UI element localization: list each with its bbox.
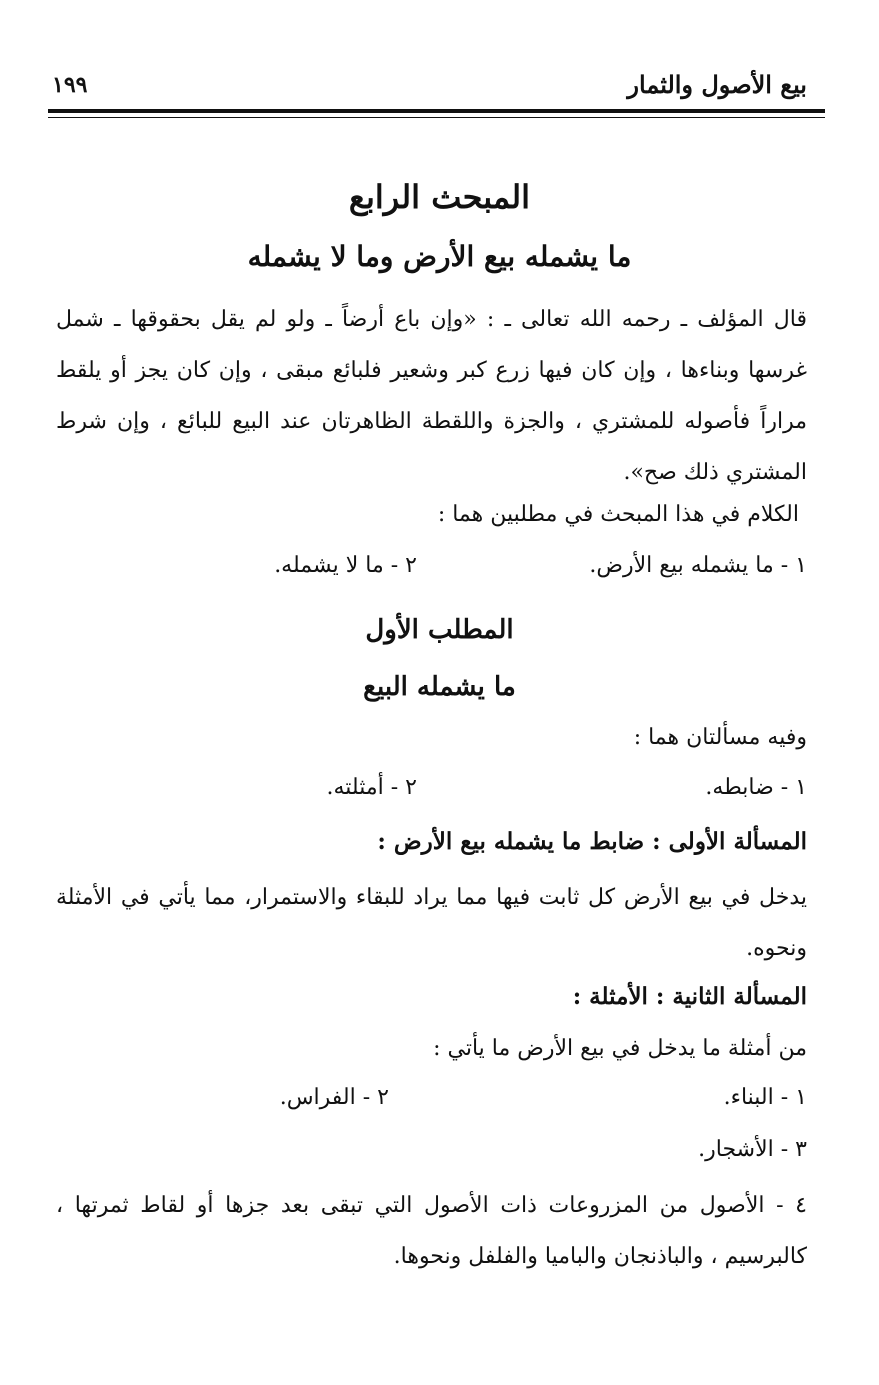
masala2-title: المسألة الثانية : الأمثلة : bbox=[572, 983, 807, 1010]
running-header-title: بيع الأصول والثمار bbox=[627, 70, 807, 99]
list-item-1: ١ - ما يشمله بيع الأرض. bbox=[589, 553, 807, 578]
matlab-intro: وفيه مسألتان هما : bbox=[633, 725, 807, 750]
list-item-1: ١ - البناء. bbox=[723, 1085, 807, 1110]
list-item-3: ٣ - الأشجار. bbox=[698, 1137, 807, 1162]
intro-line: الكلام في هذا المبحث في مطلبين هما : bbox=[437, 502, 799, 527]
list-item-1: ١ - ضابطه. bbox=[705, 775, 807, 800]
masala1-text: يدخل في بيع الأرض كل ثابت فيها مما يراد للبقاء والاستمرار، مما يأتي في الأمثلة ونحوه. bbox=[56, 885, 807, 961]
header-rule-thin bbox=[48, 117, 825, 118]
header-rule-thick bbox=[48, 109, 825, 113]
matlab-subheading: ما يشمله البيع bbox=[363, 672, 516, 702]
list-item-4: ٤ - الأصول من المزروعات ذات الأصول التي تبقى بعد جزها أو لقاط ثمرتها ، كالبرسيم ، والباذنجان والباميا والفلفل ونحوها. bbox=[56, 1193, 807, 1269]
list-item-2: ٢ - ما لا يشمله. bbox=[274, 553, 417, 578]
matlab-heading: المطلب الأول bbox=[365, 615, 514, 645]
quote-paragraph: قال المؤلف ـ رحمه الله تعالى ـ : «وإن باع أرضاً ـ ولو لم يقل بحقوقها ـ شمل غرسها وبناءها ، وإن كان فيها زرع كبر وشعير فلبائع مبقى ، وإن كان يجز أو يلقط مراراً فأصوله للمشتري ، والجزة واللقطة الظاهرتان عند البيع للبائع ، وإن شرط المشتري ذلك صح». bbox=[56, 307, 807, 485]
list-item-2: ٢ - أمثلته. bbox=[326, 775, 417, 800]
masala2-intro: من أمثلة ما يدخل في بيع الأرض ما يأتي : bbox=[433, 1036, 807, 1061]
section-heading: المبحث الرابع bbox=[348, 178, 531, 216]
masala1-title: المسألة الأولى : ضابط ما يشمله بيع الأرض : bbox=[377, 828, 807, 855]
list-item-2: ٢ - الفراس. bbox=[279, 1085, 389, 1110]
section-subheading: ما يشمله بيع الأرض وما لا يشمله bbox=[247, 240, 632, 273]
page-number: ١٩٩ bbox=[52, 72, 88, 98]
